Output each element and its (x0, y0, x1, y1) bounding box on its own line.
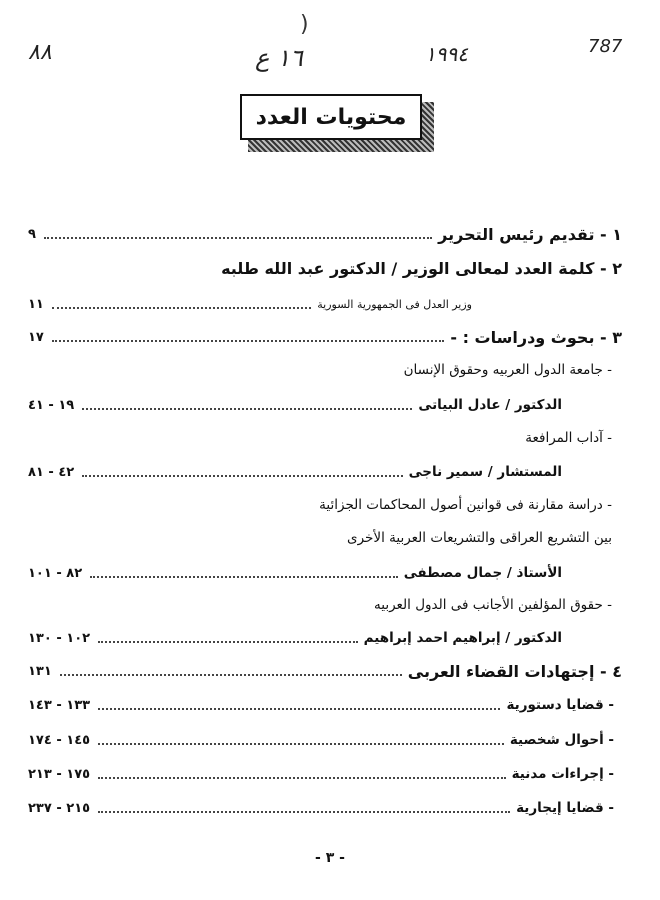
toc-row-minister (28, 292, 622, 316)
toc-row-rental-cases (28, 796, 622, 820)
dot-leader (90, 576, 398, 578)
handwritten-volume: ١٦ ع (255, 44, 303, 72)
dot-leader (98, 777, 506, 779)
dot-leader (98, 708, 500, 710)
toc-pages: ١٤٥ - ١٧٤ (28, 732, 91, 748)
dot-leader (52, 340, 445, 342)
dot-leader (44, 237, 432, 239)
toc-row-article-2 (28, 426, 612, 450)
toc-entry: - جامعة الدول العربيه وحقوق الإنسان (403, 362, 612, 378)
toc-pages: ١٩ - ٤١ (28, 397, 75, 413)
handwritten-right-number: 787 (588, 36, 623, 57)
toc-entry: - قضايا إيجارية (516, 800, 614, 816)
handwritten-mark: ) (300, 12, 309, 37)
toc-entry: - آداب المرافعة (525, 430, 612, 446)
toc-row-constitutional (28, 693, 622, 717)
toc-entry: ٤ - إجتهادات القضاء العربى (407, 661, 622, 681)
toc-entry: ٣ - بحوث ودراسات : - (450, 327, 622, 347)
toc-row-research (28, 325, 622, 349)
toc-entry: - دراسة مقارنة فى قوانين أصول المحاكمات الجزائية (319, 497, 612, 513)
toc-pages: ٢١٥ - ٢٣٧ (28, 800, 91, 816)
page-number: - ٣ - (315, 850, 345, 866)
dot-leader (52, 307, 311, 309)
toc-pages: ١٣٣ - ١٤٣ (28, 697, 91, 713)
toc-entry: ٢ - كلمة العدد لمعالى الوزير / الدكتور عبد الله طلبه (221, 258, 622, 278)
toc-entry: المستشار / سمير ناجى (408, 464, 562, 480)
handwritten-year: ١٩٩٤ (425, 42, 468, 66)
toc-row-author-2 (28, 460, 622, 484)
toc-entry: وزير العدل فى الجمهورية السورية (317, 297, 472, 311)
toc-row-jurisprudence (28, 659, 622, 683)
toc-entry: بين التشريع العراقى والتشريعات العربية الأخرى (347, 530, 612, 546)
toc-row-issue-word (28, 256, 622, 280)
toc-entry: الدكتور / إبراهيم احمد إبراهيم (363, 630, 562, 646)
toc-row-author-4 (28, 626, 622, 650)
toc-entry: - أحوال شخصية (509, 732, 614, 748)
toc-entry: ١ - تقديم رئيس التحرير (438, 224, 622, 244)
toc-row-article-3 (28, 493, 612, 517)
toc-row-article-4 (28, 593, 612, 617)
toc-pages: ٤٢ - ٨١ (28, 464, 75, 480)
toc-pages: ١٧ (28, 329, 44, 345)
toc-entry: الأستاذ / جمال مصطفى (403, 565, 562, 581)
dot-leader (98, 743, 504, 745)
toc-row-author-3 (28, 561, 622, 585)
toc-entry: - قضايا دستورية (506, 697, 614, 713)
dot-leader (98, 811, 510, 813)
toc-row-editor-intro (28, 222, 622, 246)
dot-leader (82, 408, 412, 410)
toc-row-personal-status (28, 728, 622, 752)
toc-pages: ١٧٥ - ٢١٣ (28, 766, 91, 782)
toc-pages: ١١ (28, 296, 44, 312)
dot-leader (98, 641, 358, 643)
dot-leader (82, 475, 402, 477)
toc-pages: ١٠٢ - ١٣٠ (28, 630, 91, 646)
toc-entry: - حقوق المؤلفين الأجانب فى الدول العربيه (374, 597, 612, 613)
toc-entry: الدكتور / عادل البياتى (418, 397, 562, 413)
handwritten-left-number: ٨٨ (28, 40, 52, 65)
toc-row-civil-procedure (28, 762, 622, 786)
dot-leader (60, 674, 402, 676)
toc-pages: ٨٢ - ١٠١ (28, 565, 83, 581)
toc-row-author-1 (28, 393, 622, 417)
page-title: محتويات العدد (240, 94, 422, 140)
toc-row-article-1 (28, 358, 612, 382)
toc-row-article-3-cont (28, 526, 612, 550)
toc-pages: ١٣١ (28, 663, 52, 679)
toc-entry: - إجراءات مدنية (511, 766, 614, 782)
toc-pages: ٩ (28, 226, 36, 242)
